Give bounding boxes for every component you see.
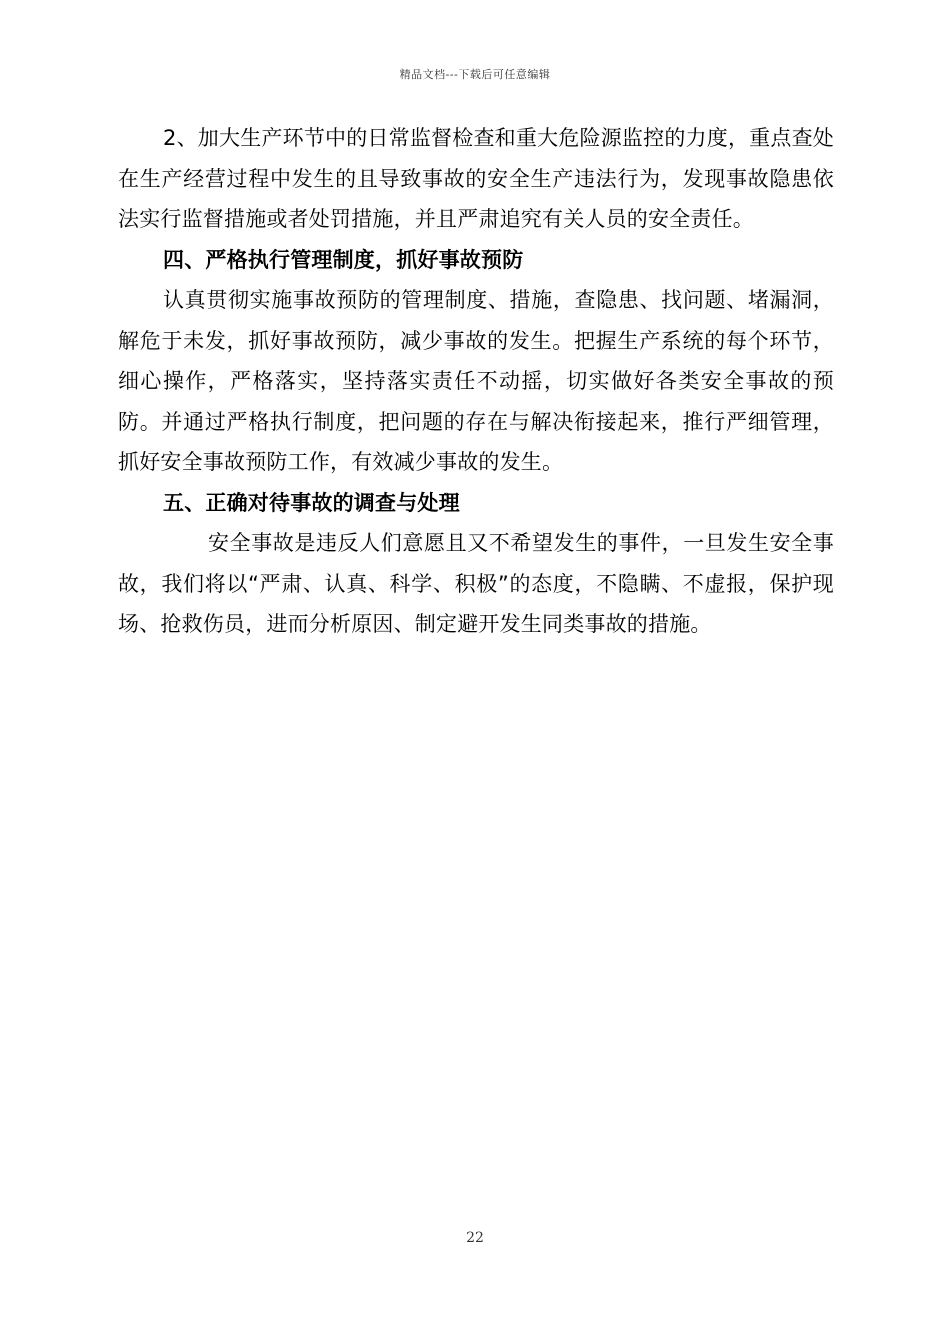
page-header: 精品文档---下载后可任意编辑 [399, 68, 551, 81]
section-heading-5: 五、正确对待事故的调查与处理 [163, 490, 460, 515]
paragraph-section-5: 安全事故是违反人们意愿且又不希望发生的事件，一旦发生安全事故，我们将以“严肃、认真、科学、积极”的态度，不隐瞒、不虚报，保护现场、抢救伤员，进而分析原因、制定避开发生同类事故的措施。 [118, 531, 834, 636]
page-number: 22 [466, 1230, 484, 1246]
paragraph-item-2: 2、加大生产环节中的日常监督检查和重大危险源监控的力度，重点查处在生产经营过程中发生的且导致事故的安全生产违法行为，发现事故隐患依法实行监督措施或者处罚措施，并且严肃追究有关人员的安全责任。 [118, 126, 834, 231]
section-heading-4: 四、严格执行管理制度，抓好事故预防 [163, 247, 524, 272]
document-body [118, 118, 834, 645]
paragraph-section-4: 认真贯彻实施事故预防的管理制度、措施，查隐患、找问题、堵漏洞，解危于未发，抓好事故预防，减少事故的发生。把握生产系统的每个环节，细心操作，严格落实，坚持落实责任不动摇，切实做好各类安全事故的预防。并通过严格执行制度，把问题的存在与解决衔接起来，推行严细管理，抓好安全事故预防工作，有效减少事故的发生。 [118, 288, 834, 474]
